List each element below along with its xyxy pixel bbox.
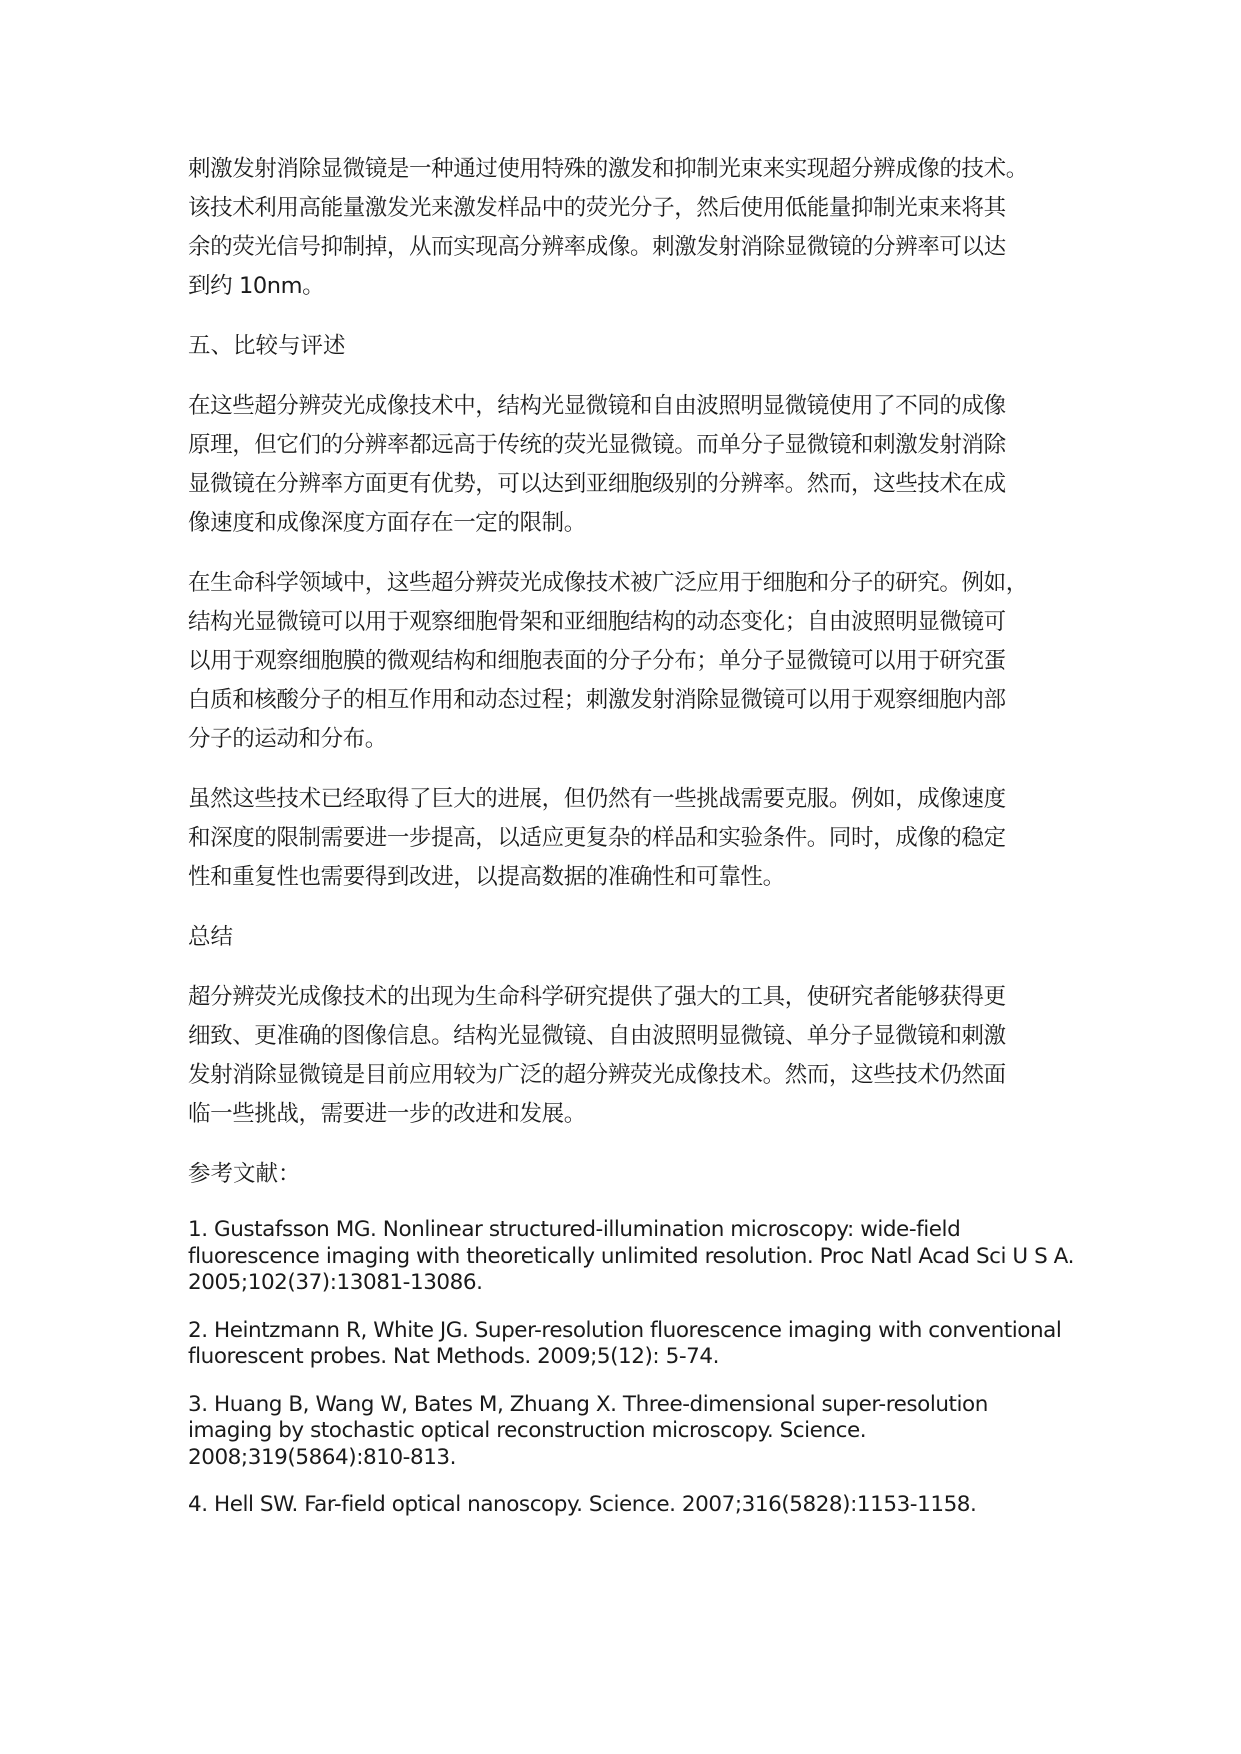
paragraph-comparison-1 xyxy=(188,387,1068,543)
text-line: 余的荧光信号抑制掉，从而实现高分辨率成像。刺激发射消除显微镜的分辨率可以达 xyxy=(188,234,1006,260)
text-line: 超分辨荧光成像技术的出现为生命科学研究提供了强大的工具，使研究者能够获得更 xyxy=(188,984,1006,1010)
reference-item-2 xyxy=(188,1318,1088,1371)
text-line: 细致、更准确的图像信息。结构光显微镜、自由波照明显微镜、单分子显微镜和刺激 xyxy=(188,1023,1006,1049)
section-heading-summary: 总结 xyxy=(188,924,234,950)
text-line: 像速度和成像深度方面存在一定的限制。 xyxy=(188,510,586,536)
text-line: 原理，但它们的分辨率都远高于传统的荧光显微镜。而单分子显微镜和刺激发射消除 xyxy=(188,432,1006,458)
section-heading-comparison: 五、比较与评述 xyxy=(188,333,346,359)
reference-line: fluorescent probes. Nat Methods. 2009;5(12): 5-74. xyxy=(188,1344,719,1369)
reference-line: fluorescence imaging with theoretically unlimited resolution. Proc Natl Acad Sci U S A. xyxy=(188,1243,1074,1269)
text-line: 和深度的限制需要进一步提高，以适应更复杂的样品和实验条件。同时，成像的稳定 xyxy=(188,825,1006,851)
text-line: 在生命科学领域中，这些超分辨荧光成像技术被广泛应用于细胞和分子的研究。例如， xyxy=(188,570,1028,596)
text-line: 刺激发射消除显微镜是一种通过使用特殊的激发和抑制光束来实现超分辨成像的技术。 xyxy=(188,156,1028,182)
text-line: 临一些挑战，需要进一步的改进和发展。 xyxy=(188,1101,586,1127)
paragraph-summary xyxy=(188,978,1068,1134)
paragraph-sted-description xyxy=(188,150,1068,306)
text-line: 以用于观察细胞膜的微观结构和细胞表面的分子分布；单分子显微镜可以用于研究蛋 xyxy=(188,648,1006,674)
reference-item-3 xyxy=(188,1392,1088,1472)
reference-item-1 xyxy=(188,1217,1088,1297)
reference-line: 3. Huang B, Wang W, Bates M, Zhuang X. Three-dimensional super-resolution xyxy=(188,1391,988,1417)
reference-line: 2008;319(5864):810-813. xyxy=(188,1444,457,1470)
references-heading: 参考文献： xyxy=(188,1161,301,1187)
text-line: 在这些超分辨荧光成像技术中，结构光显微镜和自由波照明显微镜使用了不同的成像 xyxy=(188,393,1006,419)
text-line: 显微镜在分辨率方面更有优势，可以达到亚细胞级别的分辨率。然而，这些技术在成 xyxy=(188,471,1006,497)
reference-line: 2. Heintzmann R, White JG. Super-resolution fluorescence imaging with conventional xyxy=(188,1317,1062,1343)
reference-line: 4. Hell SW. Far-field optical nanoscopy. Science. 2007;316(5828):1153-1158. xyxy=(188,1492,977,1517)
text-line: 发射消除显微镜是目前应用较为广泛的超分辨荧光成像技术。然而，这些技术仍然面 xyxy=(188,1062,1006,1088)
text-line: 该技术利用高能量激发光来激发样品中的荧光分子，然后使用低能量抑制光束来将其 xyxy=(188,195,1006,221)
paragraph-comparison-3 xyxy=(188,780,1068,897)
text-line: 到约 10nm。 xyxy=(188,273,325,299)
text-line: 性和重复性也需要得到改进，以提高数据的准确性和可靠性。 xyxy=(188,864,785,890)
text-line: 分子的运动和分布。 xyxy=(188,726,387,752)
text-line: 白质和核酸分子的相互作用和动态过程；刺激发射消除显微镜可以用于观察细胞内部 xyxy=(188,687,1006,713)
reference-item-4 xyxy=(188,1492,1088,1519)
text-line: 结构光显微镜可以用于观察细胞骨架和亚细胞结构的动态变化；自由波照明显微镜可 xyxy=(188,609,1006,635)
document-page xyxy=(188,150,1088,1540)
paragraph-comparison-2 xyxy=(188,564,1068,759)
reference-line: 1. Gustafsson MG. Nonlinear structured-illumination microscopy: wide-field xyxy=(188,1217,961,1242)
reference-line: 2005;102(37):13081-13086. xyxy=(188,1270,483,1295)
text-line: 虽然这些技术已经取得了巨大的进展，但仍然有一些挑战需要克服。例如，成像速度 xyxy=(188,786,1006,812)
reference-line: imaging by stochastic optical reconstruction microscopy. Science. xyxy=(188,1418,867,1443)
